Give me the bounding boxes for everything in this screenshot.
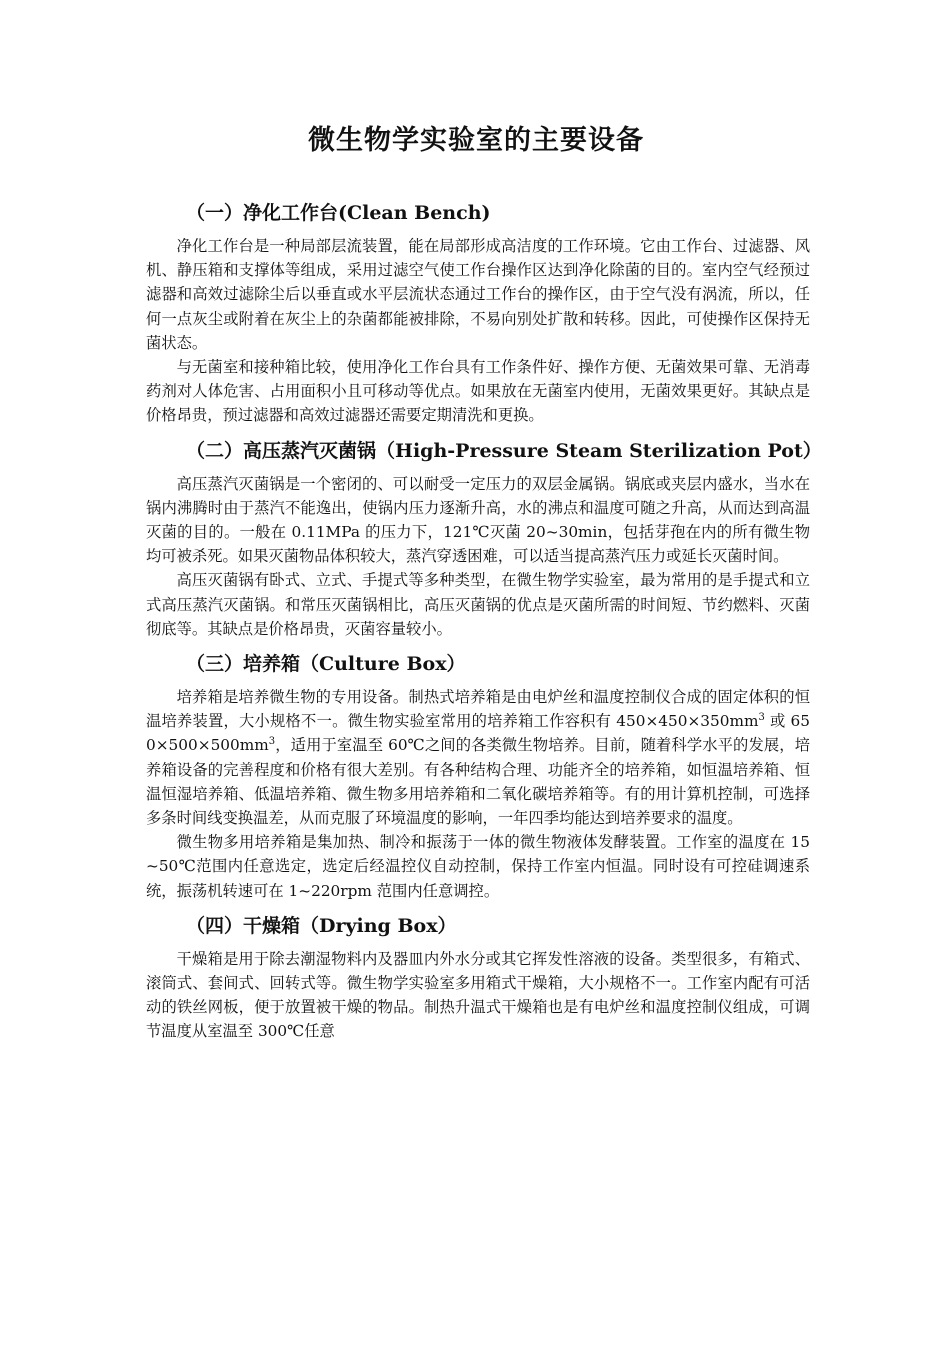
paragraph: 与无菌室和接种箱比较，使用净化工作台具有工作条件好、操作方便、无菌效果可靠、无消毒药剂对人体危害、占用面积小且可移动等优点。如果放在无菌室内使用，无菌效果更好。其缺点是价格昂贵，预过滤器和高效过滤器还需要定期清洗和更换。 [146, 358, 810, 425]
paragraph-text: 培养箱是培养微生物的专用设备。制热式培养箱是由电炉丝和温度控制仪合成的固定体积的恒温培养装置，大小规格不一。微生物实验室常用的培养箱工作容积有 450×450×350mm [146, 688, 810, 731]
section-culture-box [146, 647, 810, 903]
paragraph: 微生物多用培养箱是集加热、制冷和振荡于一体的微生物液体发酵装置。工作室的温度在 15~50℃范围内任意选定，选定后经温控仪自动控制，保持工作室内恒温。同时设有可控硅调速系统，振荡机转速可在 1~220rpm 范围内任意调控。 [146, 833, 810, 900]
paragraph [146, 685, 810, 830]
superscript: 3 [758, 712, 765, 724]
section-autoclave [146, 434, 822, 641]
page-title: 微生物学实验室的主要设备 [308, 125, 644, 156]
paragraph: 干燥箱是用于除去潮湿物料内及器皿内外水分或其它挥发性溶液的设备。类型很多，有箱式、滚筒式、套间式、回转式等。微生物学实验室多用箱式干燥箱，大小规格不一。工作室内配有可活动的铁丝网板，便于放置被干燥的物品。制热升温式干燥箱也是有电炉丝和温度控制仪组成，可调节温度从室温至 300℃任意 [146, 949, 810, 1041]
paragraph-text: ，适用于室温至 60℃之间的各类微生物培养。目前，随着科学水平的发展，培养箱设备的完善程度和价格有很大差别。有各种结构合理、功能齐全的培养箱，如恒温培养箱、恒温恒湿培养箱、低温培养箱、微生物多用培养箱和二氧化碳培养箱等。有的用计算机控制，可选择多条时间线变换温差，从而克服了环境温度的影响，一年四季均能达到培养要求的温度。 [146, 736, 810, 828]
section-heading: （四）干燥箱（Drying Box） [186, 914, 457, 937]
section-heading: （三）培养箱（Culture Box） [186, 653, 466, 676]
section-heading: （二）高压蒸汽灭菌锅（High-Pressure Steam Sterilization Pot） [186, 439, 822, 462]
paragraph: 净化工作台是一种局部层流装置，能在局部形成高洁度的工作环境。它由工作台、过滤器、风机、静压箱和支撑体等组成，采用过滤空气使工作台操作区达到净化除菌的目的。室内空气经预过滤器和高效过滤除尘后以垂直或水平层流状态通过工作台的操作区，由于空气没有涡流，所以，任何一点灰尘或附着在灰尘上的杂菌都能被排除，不易向别处扩散和转移。因此，可使操作区保持无菌状态。 [146, 237, 810, 352]
document-body [146, 196, 822, 1044]
superscript: 3 [268, 736, 276, 748]
section-heading: （一）净化工作台(Clean Bench) [186, 202, 491, 224]
paragraph: 高压灭菌锅有卧式、立式、手提式等多种类型，在微生物学实验室，最为常用的是手提式和立式高压蒸汽灭菌锅。和常压灭菌锅相比，高压灭菌锅的优点是灭菌所需的时间短、节约燃料、灭菌彻底等。其缺点是价格昂贵，灭菌容量较小。 [146, 571, 810, 638]
paragraph: 高压蒸汽灭菌锅是一个密闭的、可以耐受一定压力的双层金属锅。锅底或夹层内盛水，当水在锅内沸腾时由于蒸汽不能逸出，使锅内压力逐渐升高，水的沸点和温度可随之升高，从而达到高温灭菌的目的。一般在 0.11MPa 的压力下，121℃灭菌 20~30min，包括芽孢在内的所有微生物均可被杀死。如果灭菌物品体积较大，蒸汽穿透困难，可以适当提高蒸汽压力或延长灭菌时间。 [146, 474, 810, 566]
section-clean-bench [146, 196, 810, 428]
section-drying-box [146, 909, 810, 1044]
paragraph-text: 或 650×500×500mm [146, 712, 810, 755]
